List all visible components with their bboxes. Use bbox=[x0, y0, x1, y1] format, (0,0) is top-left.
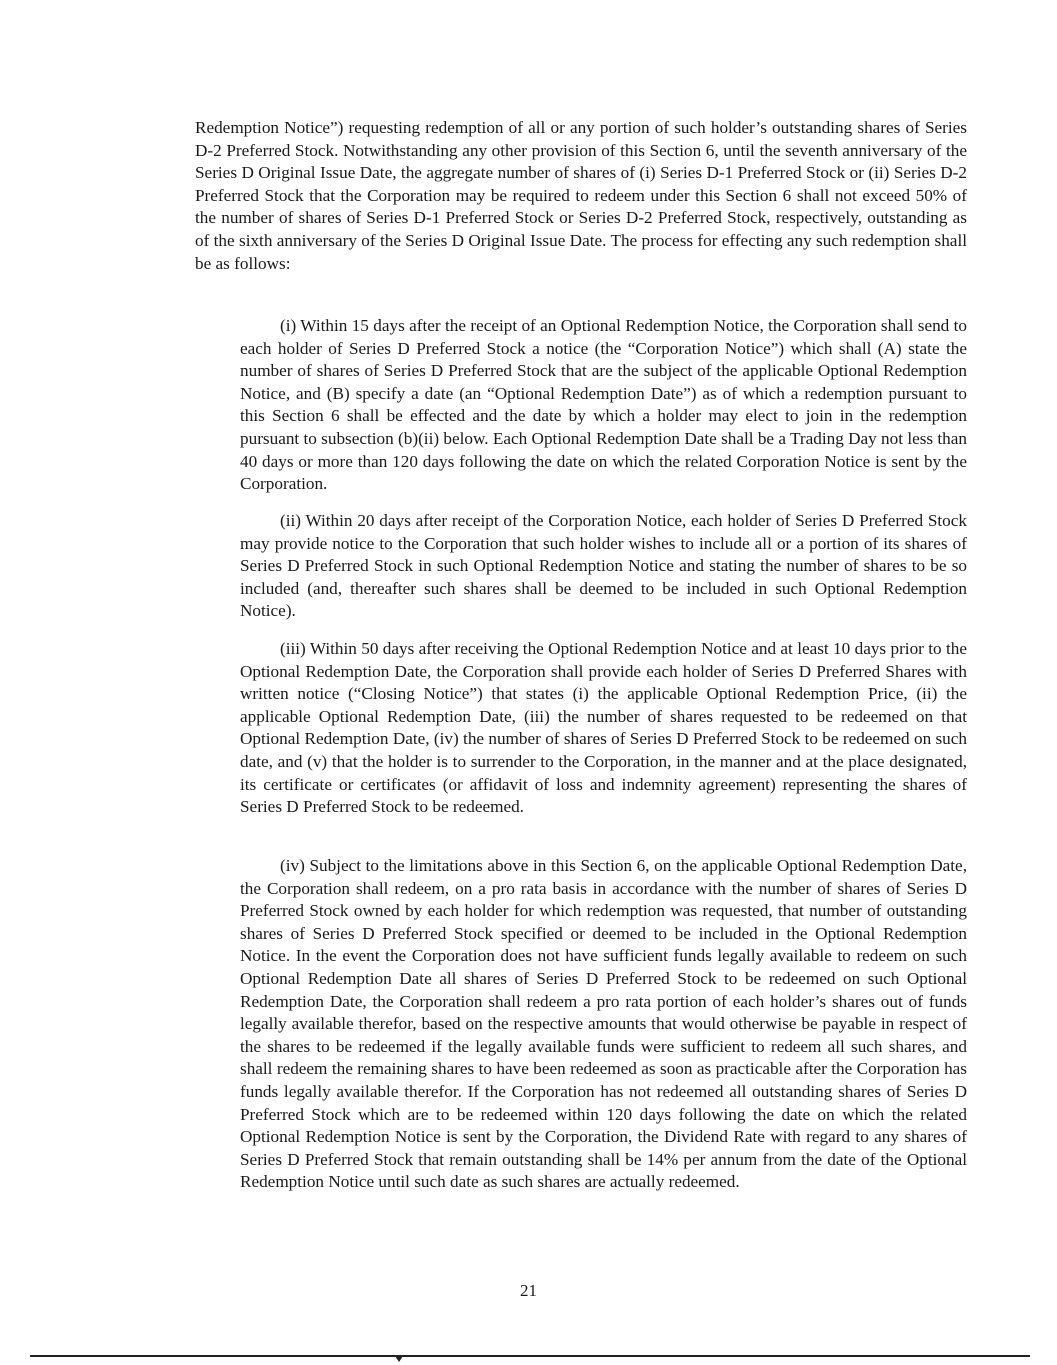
footer-divider bbox=[30, 1355, 1030, 1357]
page-number: 21 bbox=[520, 1281, 537, 1300]
subsection-iii-paragraph: (iii) Within 50 days after receiving the Optional Redemption Notice and at least 10 days prior to the Optional Redemption Date, the Corporation shall provide each holder of Series D Preferred Shares with written notice (“Closing Notice”) that states (i) the applicable Optional Redemption Price, (ii) the applicable Optional Redemption Date, (iii) the number of shares requested to be redeemed on that Optional Redemption Date, (iv) the number of shares of Series D Preferred Stock to be redeemed on such date, and (v) that the holder is to surrender to the Corporation, in the manner and at the place designated, its certificate or certificates (or affidavit of loss and indemnity agreement) representing the shares of Series D Preferred Stock to be redeemed. bbox=[240, 639, 967, 817]
footer-divider-mark bbox=[395, 1356, 403, 1362]
subsection-iv-paragraph: (iv) Subject to the limitations above in this Section 6, on the applicable Optional Redemption Date, the Corporation shall redeem, on a pro rata basis in accordance with the number of shares of Series D Preferred Stock owned by each holder for which redemption was requested, that number of outstanding shares of Series D Preferred Stock specified or deemed to be included in the Optional Redemption Notice. In the event the Corporation does not have sufficient funds legally available to redeem on such Optional Redemption Date all shares of Series D Preferred Stock to be redeemed on such Optional Redemption Date, the Corporation shall redeem a pro rata portion of each holder’s shares out of funds legally available therefor, based on the respective amounts that would otherwise be payable in respect of the shares to be redeemed if the legally available funds were sufficient to redeem all such shares, and shall redeem the remaining shares to have been redeemed as soon as practicable after the Corporation has funds legally available therefor. If the Corporation has not redeemed all outstanding shares of Series D Preferred Stock which are to be redeemed within 120 days following the date on which the related Optional Redemption Notice is sent by the Corporation, the Dividend Rate with regard to any shares of Series D Preferred Stock that remain outstanding shall be 14% per annum from the date of the Optional Redemption Notice until such date as such shares are actually redeemed. bbox=[240, 856, 967, 1192]
intro-paragraph: Redemption Notice”) requesting redemption of all or any portion of such holder’s outstanding shares of Series D-2 Preferred Stock. Notwithstanding any other provision of this Section 6, until the seventh anniversary of the Series D Original Issue Date, the aggregate number of shares of (i) Series D-1 Preferred Stock or (ii) Series D-2 Preferred Stock that the Corporation may be required to redeem under this Section 6 shall not exceed 50% of the number of shares of Series D-1 Preferred Stock or Series D-2 Preferred Stock, respectively, outstanding as of the sixth anniversary of the Series D Original Issue Date. The process for effecting any such redemption shall be as follows: bbox=[195, 118, 967, 273]
subsection-ii-paragraph: (ii) Within 20 days after receipt of the Corporation Notice, each holder of Series D Preferred Stock may provide notice to the Corporation that such holder wishes to include all or a portion of its shares of Series D Preferred Stock in such Optional Redemption Notice and stating the number of shares to be so included (and, thereafter such shares shall be deemed to be included in such Optional Redemption Notice). bbox=[240, 511, 967, 621]
subsection-i-paragraph: (i) Within 15 days after the receipt of an Optional Redemption Notice, the Corporation shall send to each holder of Series D Preferred Stock a notice (the “Corporation Notice”) which shall (A) state the number of shares of Series D Preferred Stock that are the subject of the applicable Optional Redemption Notice, and (B) specify a date (an “Optional Redemption Date”) as of which a redemption pursuant to this Section 6 shall be effected and the date by which a holder may elect to join in the redemption pursuant to subsection (b)(ii) below. Each Optional Redemption Date shall be a Trading Day not less than 40 days or more than 120 days following the date on which the related Corporation Notice is sent by the Corporation. bbox=[240, 316, 967, 494]
